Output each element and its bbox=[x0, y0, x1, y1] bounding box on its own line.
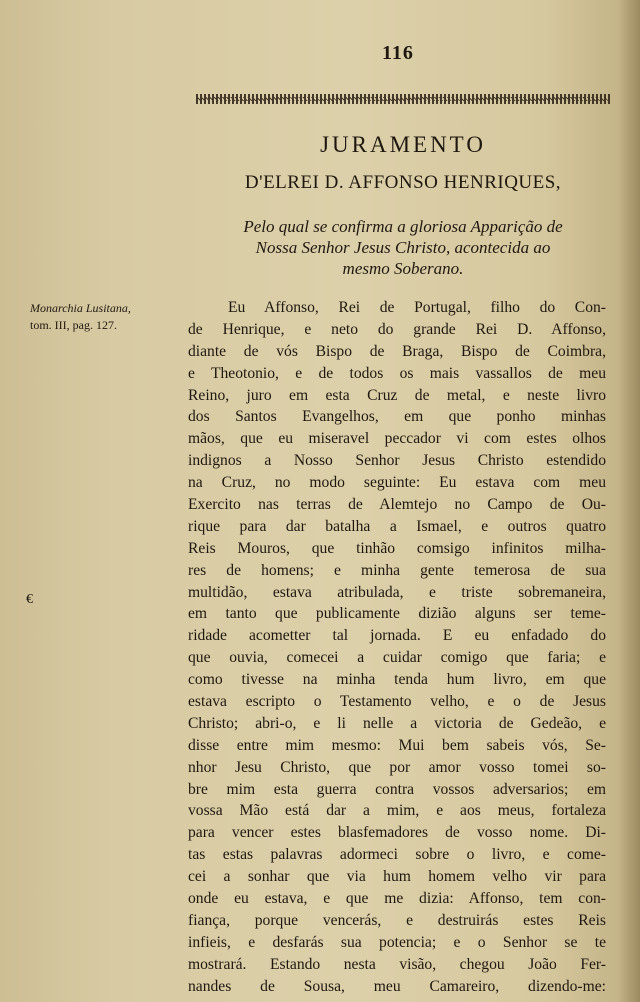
body-line: dos Santos Evangelhos, em que ponho minhas bbox=[188, 408, 606, 426]
description-line: Pelo qual se confirma a gloriosa Apparição de bbox=[243, 217, 563, 236]
body-line: diante de vós Bispo de Braga, Bispo de Coimbra, bbox=[188, 342, 606, 360]
body-line: Eu Affonso, Rei de Portugal, filho do Con- bbox=[228, 299, 606, 316]
margin-note bbox=[30, 300, 190, 334]
body-line: de Henrique, e neto do grande Rei D. Affonso, bbox=[188, 320, 606, 338]
body-line: na Cruz, no modo seguinte: Eu estava com meu bbox=[188, 474, 606, 492]
margin-note-source: Monarchia Lusitana, bbox=[30, 301, 131, 315]
body-line: nhor Jesu Christo, que por amor vosso tomei so- bbox=[188, 758, 606, 776]
body-line: nandes de Sousa, meu Camareiro, dizendo-me: bbox=[188, 977, 606, 995]
body-line: mostrará. Estando nesta visão, chegou João Fer- bbox=[188, 955, 606, 973]
body-line: Christo; abri-o, e li nelle a victoria de Gedeão, e bbox=[188, 714, 606, 732]
page-number: 116 bbox=[382, 42, 414, 64]
body-line: tas estas palavras adormeci sobre o livro, e come- bbox=[188, 846, 606, 864]
body-line: estava escripto o Testamento velho, e o de Jesus bbox=[188, 693, 606, 711]
body-line: indignos a Nosso Senhor Jesus Christo estendido bbox=[188, 452, 606, 470]
description-line: mesmo Soberano. bbox=[342, 259, 464, 278]
body-line: vossa Mão está dar a mim, e aos meus, fortaleza bbox=[188, 802, 606, 820]
body-line: res de homens; e minha gente temerosa de sua bbox=[188, 561, 606, 579]
body-line: infieis, e desfarás sua potencia; e o Senhor se te bbox=[188, 933, 606, 951]
body-line: e Theotonio, e de todos os mais vassallos de meu bbox=[188, 364, 606, 382]
chapter-title: JURAMENTO bbox=[320, 132, 486, 157]
body-line: fiança, porque vencerás, e destruirás estes Reis bbox=[188, 911, 606, 929]
body-line: para vencer estes blasfemadores de vosso nome. Di- bbox=[188, 824, 606, 842]
body-line: Reino, juro em esta Cruz de metal, e neste livro bbox=[188, 386, 606, 404]
body-line: em tanto que publicamente dizião alguns ser teme- bbox=[188, 605, 606, 623]
body-line: ridade acometter tal jornada. E eu enfadado do bbox=[188, 627, 606, 645]
body-line: mãos, que eu miseravel peccador vi com estes olhos bbox=[188, 430, 606, 448]
body-line: que ouvia, comecei a cuidar comigo que faria; e bbox=[188, 649, 606, 667]
page-edge-shadow bbox=[618, 0, 640, 1002]
body-line: multidão, estava atribulada, e triste sobremaneira, bbox=[188, 583, 606, 601]
body-line: Reis Mouros, que tinhão comsigo infinitos milha- bbox=[188, 539, 606, 557]
body-line: rique para dar batalha a Ismael, e outros quatro bbox=[188, 517, 606, 535]
decorative-rule bbox=[196, 94, 610, 104]
body-text bbox=[188, 297, 606, 998]
body-line: Exercito nas terras de Alemtejo no Campo de Ou- bbox=[188, 496, 606, 514]
body-line: onde eu estava, e que me dizia: Affonso, tem con- bbox=[188, 890, 606, 908]
body-line: bre mim esta guerra contra vossos adversarios; em bbox=[188, 780, 606, 798]
margin-mark: € bbox=[26, 592, 33, 607]
description-line: Nossa Senhor Jesus Christo, acontecida ao bbox=[255, 238, 551, 257]
body-line: como tivesse na minha tenda hum livro, em que bbox=[188, 671, 606, 689]
chapter-subtitle: D'ELREI D. AFFONSO HENRIQUES, bbox=[244, 172, 562, 193]
margin-note-reference: tom. III, pag. 127. bbox=[30, 318, 117, 332]
body-line: disse entre mim mesmo: Mui bem sabeis vós, Se- bbox=[188, 736, 606, 754]
chapter-description bbox=[194, 216, 612, 279]
body-line: cei a sonhar que via hum homem velho vir para bbox=[188, 868, 606, 886]
